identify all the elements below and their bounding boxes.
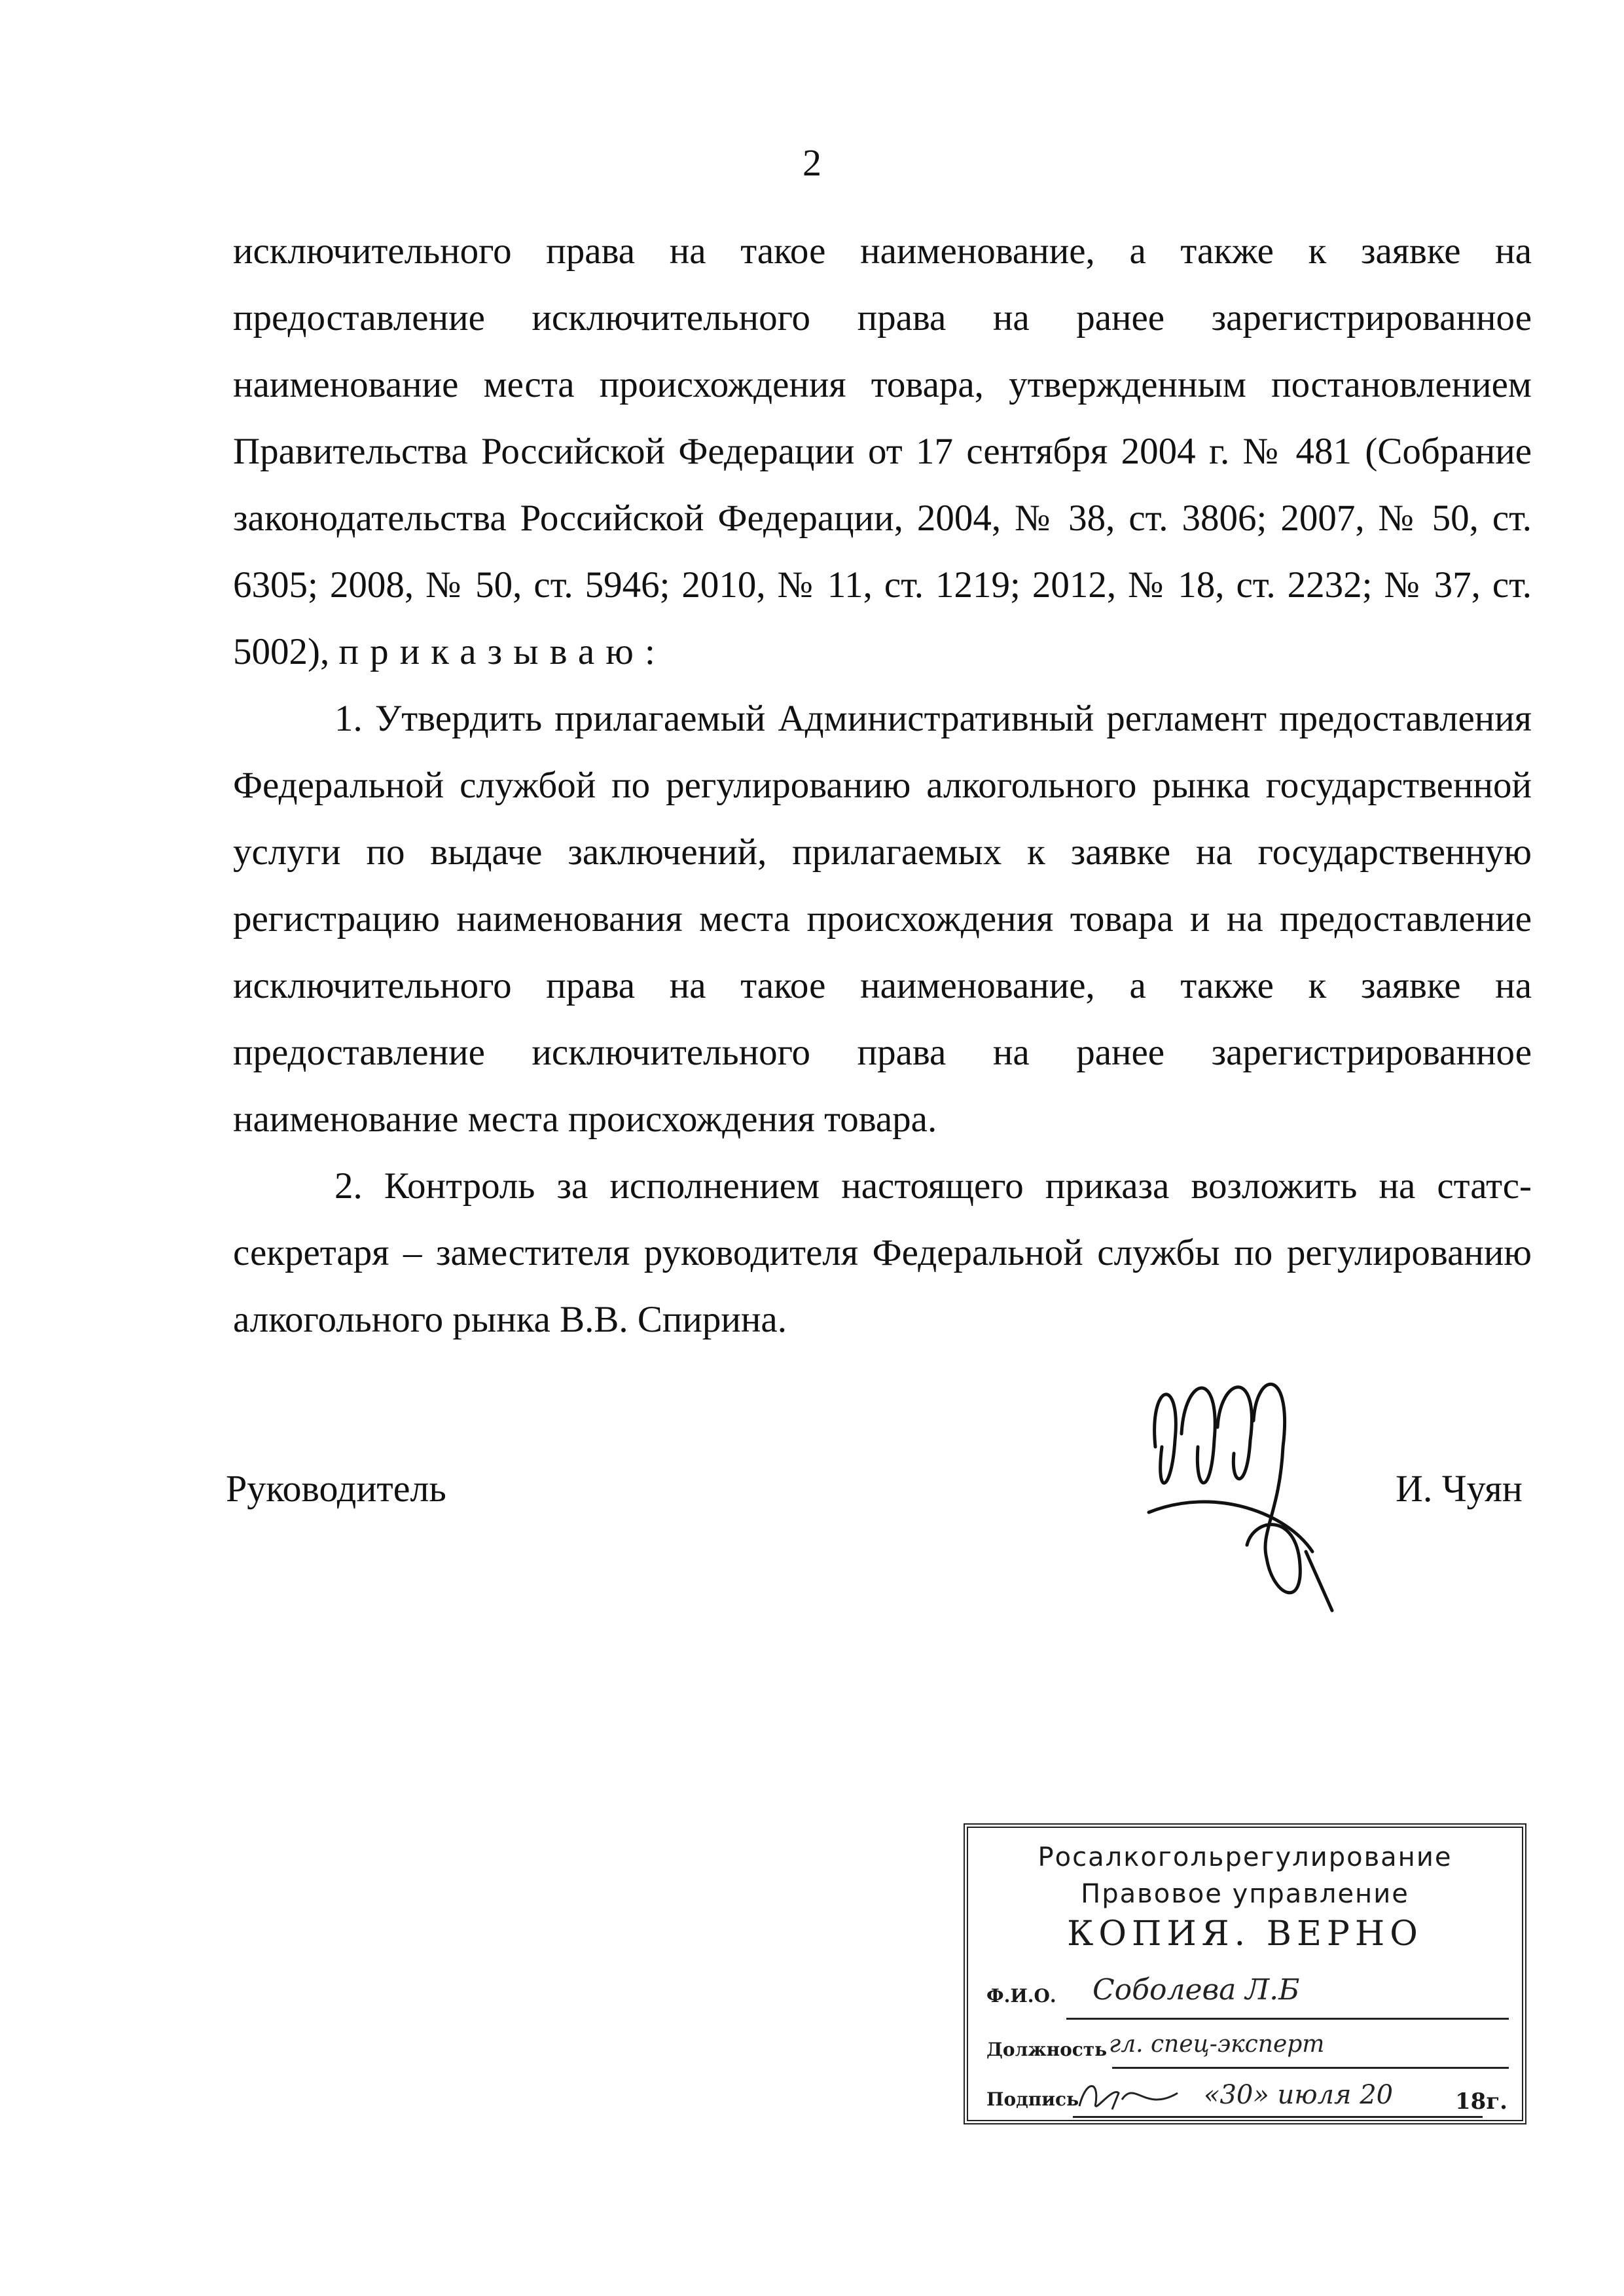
stamp-position-label: Должность: [986, 2039, 1108, 2060]
paragraph-intro-text: исключительного права на такое наименование, а также к заявке на предоставление исключительного права на ранее зарегистрированное наименование места происхождения товара, утвержденным постановлением Правительства Российской Федерации от 17 сентября 2004 г. № 481 (Собрание законодательства Российской Федерации, 2004, № 38, ст. 3806; 2007, № 50, ст. 6305; 2008, № 50, ст. 5946; 2010, № 11, ст. 1219; 2012, № 18, ст. 2232; № 37, ст. 5002),: [233, 230, 1532, 672]
stamp-fio-handwritten: Соболева Л.Б: [1092, 1973, 1300, 2007]
stamp-position-handwritten: гл. спец-эксперт: [1109, 2031, 1325, 2058]
stamp-date-handwritten: «30» июля 20: [1204, 2080, 1394, 2110]
stamp-signature-line: [1073, 2116, 1483, 2118]
stamp-position-line: [1112, 2067, 1509, 2069]
stamp-fio-label: Ф.И.О.: [986, 1985, 1056, 2007]
stamp-signature-image: [1073, 2073, 1184, 2119]
signatory-name: И. Чуян: [1396, 1467, 1523, 1510]
document-body: [233, 218, 1532, 1353]
certification-stamp: [964, 1823, 1526, 2124]
signature-image: [1136, 1362, 1345, 1637]
stamp-agency: Росалкогольрегулирование: [1038, 1842, 1453, 1872]
item-1: 1. Утвердить прилагаемый Административный регламент предоставления Федеральной службой по регулированию алкогольного рынка государственной услуги по выдаче заключений, прилагаемых к заявке на государственную регистрацию наименования места происхождения товара и на предоставление исключительного права на такое наименование, а также к заявке на предоставление исключительного права на ранее зарегистрированное наименование места происхождения товара.: [233, 698, 1532, 1140]
order-word: приказываю:: [338, 631, 666, 672]
stamp-year-suffix: 18г.: [1455, 2088, 1507, 2115]
signatory-title: Руководитель: [226, 1467, 446, 1510]
item-2: 2. Контроль за исполнением настоящего приказа возложить на статс-секретаря – заместителя руководителя Федеральной службы по регулированию алкогольного рынка В.В. Спирина.: [233, 1165, 1532, 1340]
stamp-department: Правовое управление: [1081, 1879, 1409, 1909]
paragraph-intro: [233, 218, 1532, 685]
page-number: 2: [803, 141, 821, 184]
stamp-copy-true: КОПИЯ. ВЕРНО: [1067, 1914, 1423, 1954]
stamp-signature-label: Подпись: [986, 2088, 1079, 2110]
stamp-fio-line: [1066, 2018, 1509, 2020]
